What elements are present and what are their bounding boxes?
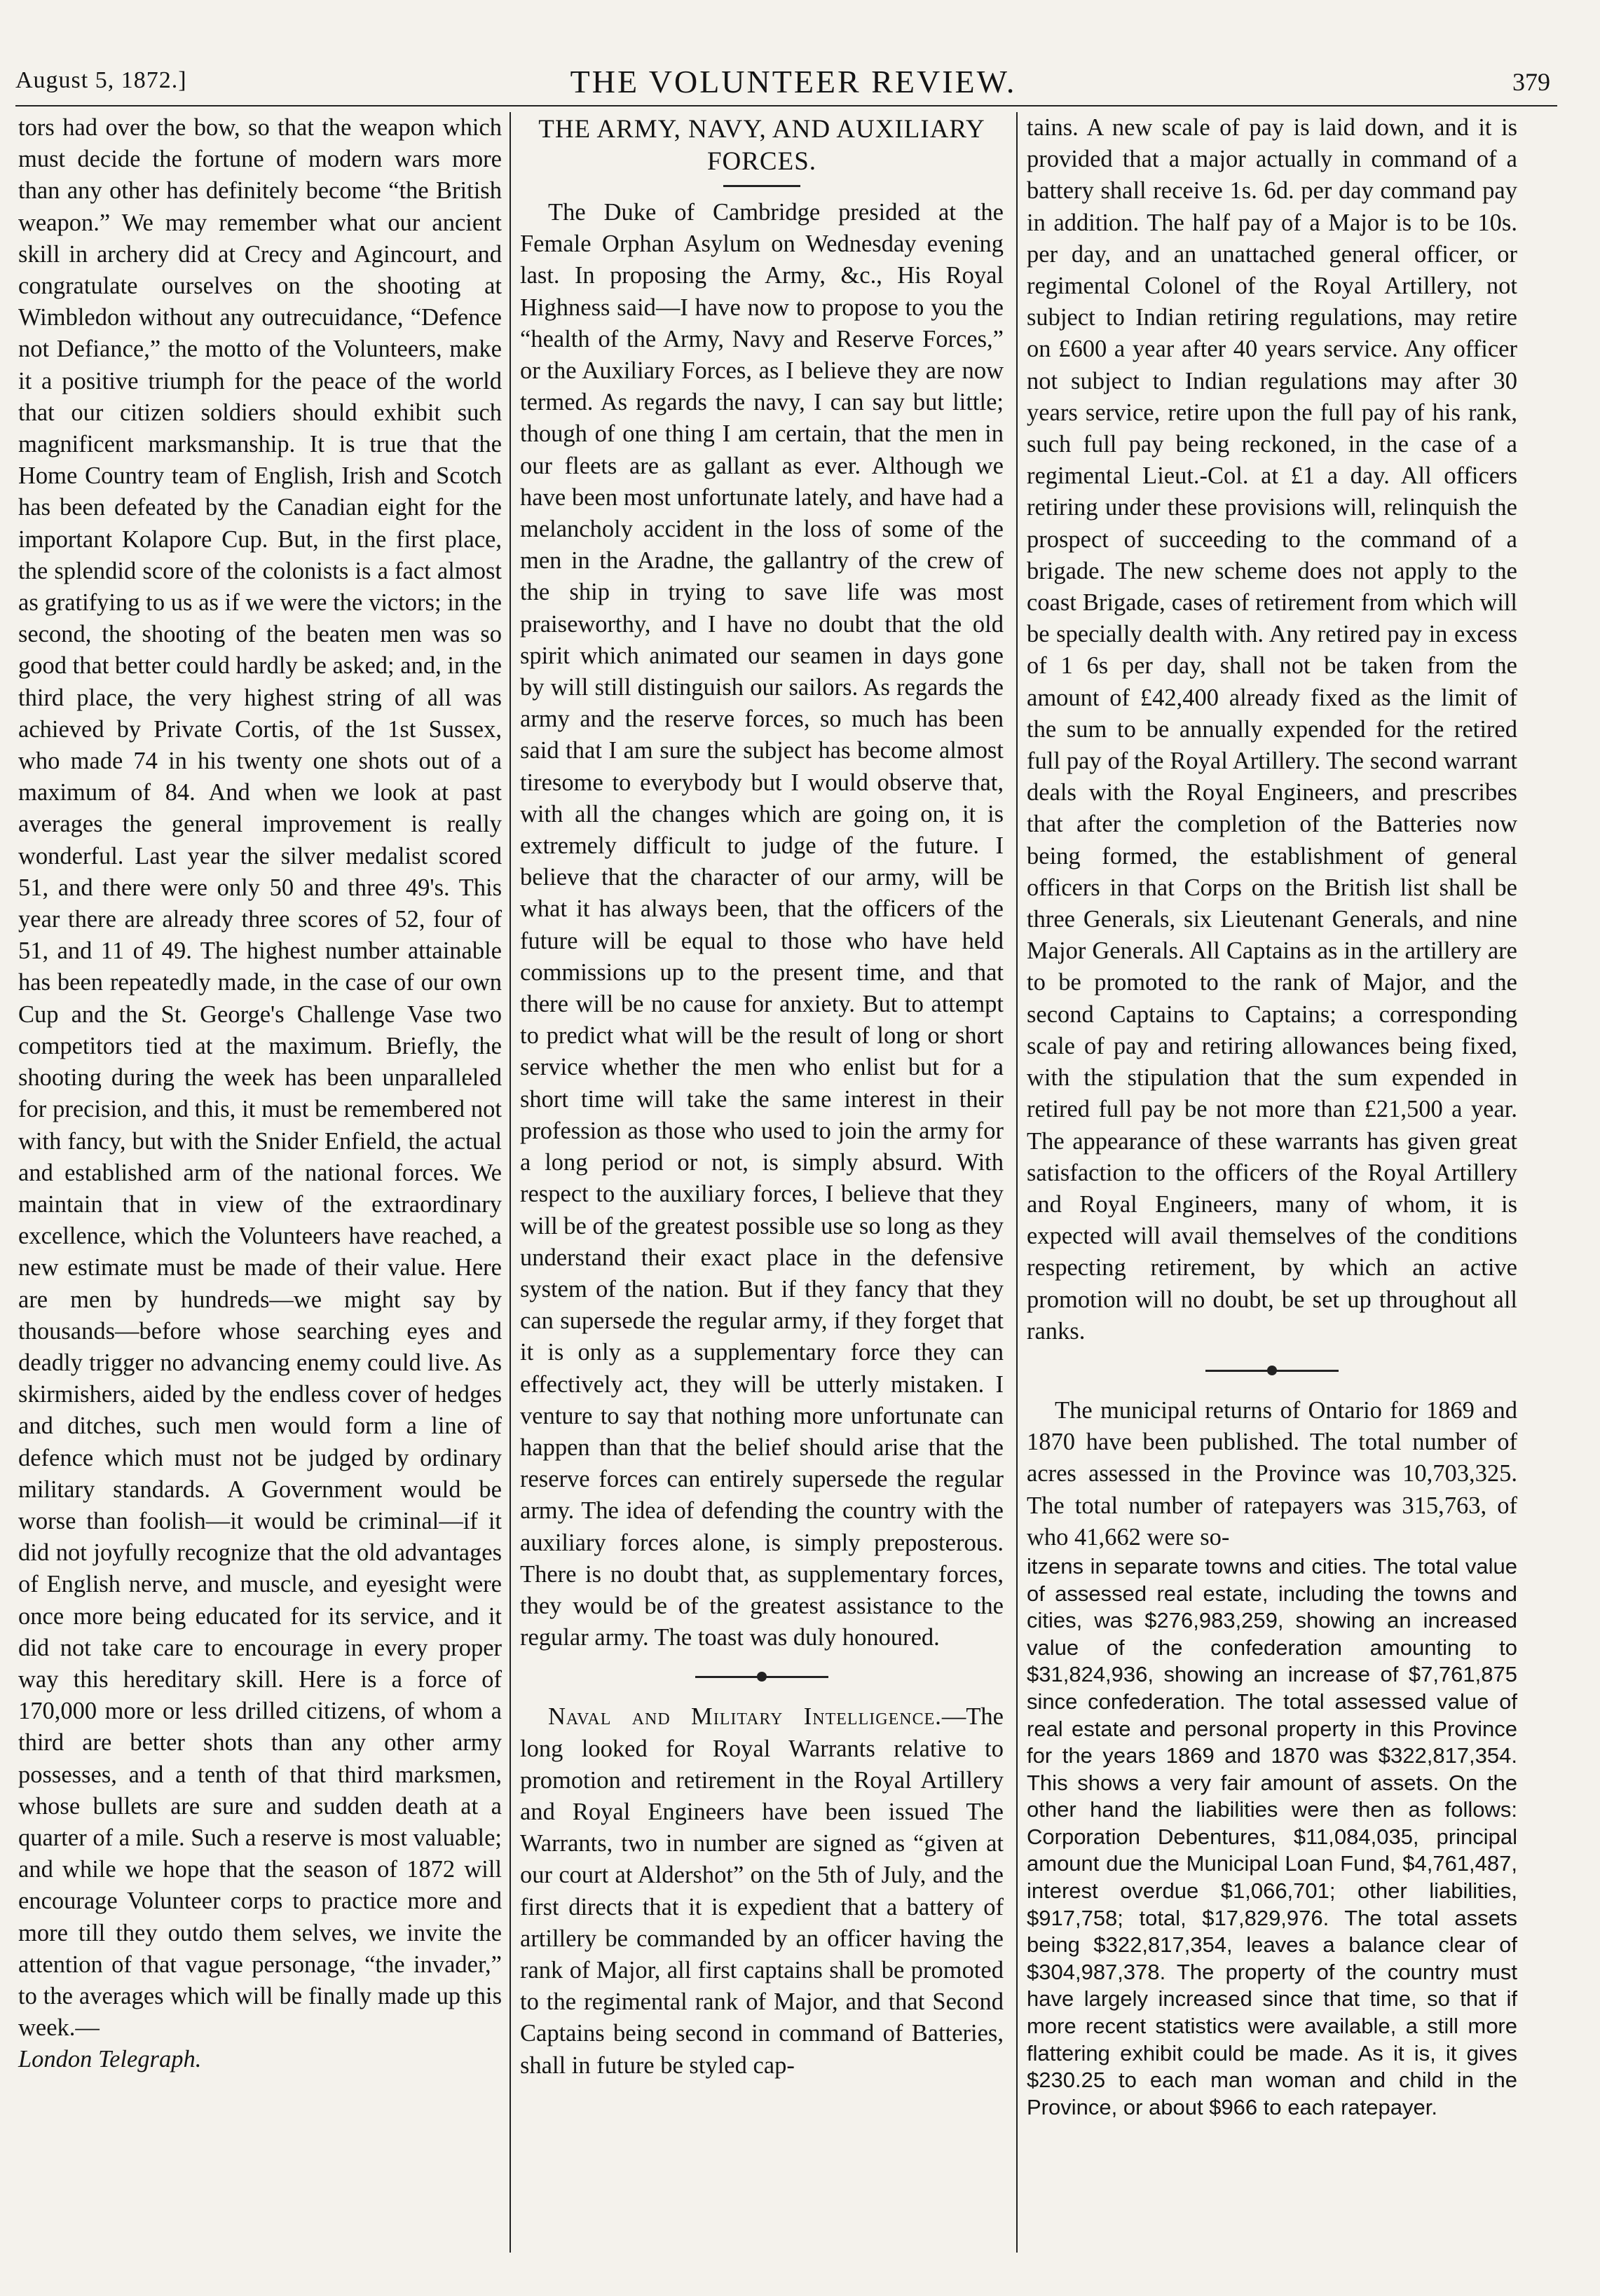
naval-text: —The long looked for Royal Warrants relative to promotion and retirement in the Royal Artillery and Royal Engineers have been issued The Warrants, two in number are signed as “given at our court at Aldershot” on the 5th of July, and the first directs that it is expedient that a battery of artillery be commanded by an officer having the rank of Major, all first captains shall be promoted to the regimental rank of Major, and that Second Captains being second in command of Batteries, shall in future be styled cap- xyxy=(520,1703,1004,2079)
column-2 xyxy=(520,112,1004,2256)
naval-heading: Naval and Military Intelligence. xyxy=(548,1703,942,1731)
page-number: 379 xyxy=(1512,68,1550,96)
column-3 xyxy=(1027,112,1517,2256)
section-divider xyxy=(520,1668,1004,1686)
column-divider xyxy=(1016,112,1018,2253)
army-article: The Duke of Cambridge presided at the Female Orphan Asylum on Wednesday evening last. In proposing the Army, &c., His Royal Highness said—I have now to propose to you the “health of the Army, Navy and Reserve Forces,” or the Auxiliary Forces, as I believe they are now termed. As regards the navy, I can say but little; though of one thing I am certain, that the men in our fleets are as gallant as ever. Although we have been most unfortunate lately, and have had a melancholy accident in the loss of some of the men in the Aradne, the gallantry of the crew of the ship in trying to save life was most praiseworthy, and I have no doubt that the old spirit which animated our seamen in days gone by will still distinguish our sailors. As regards the army and the reserve forces, so much has been said that I am sure the subject has become almost tiresome to everybody but I would observe that, with all the changes which are going on, it is extremely difficult to judge of the future. I believe that the character of our army, will be what it has always been, that the officers of the future will be equal to those who have held commissions up to the present time, and that there will be no cause for anxiety. But to attempt to predict what will be the result of long or short service whether the men who enlist but for a short time will take the same interest in their profession as those who used to join the army for a long period or not, is simply absurd. With respect to the auxiliary forces, I believe that they will be of the greatest possible use so long as they understand their exact place in the defensive system of the nation. But if they fancy that they can supersede the regular army, if they forget that it is only as a supplementary force they can effectively act, they will be utterly mistaken. I venture to say that nothing more unfortunate can happen than that the belief should arise that the reserve forces can entirely supersede the regular army. The idea of defending the country with the auxiliary forces alone, is simply preposterous. There is no doubt that, as supplementary forces, they would be of the greatest assistance to the regular army. The toast was duly honoured. xyxy=(520,199,1004,1651)
header-rule xyxy=(15,105,1557,106)
title-rule xyxy=(723,185,800,187)
column-1 xyxy=(18,112,502,2256)
naval-military-intelligence xyxy=(520,1701,1004,2081)
page-header xyxy=(15,64,1571,102)
article-source: London Telegraph. xyxy=(18,2046,202,2073)
article-continuation: tors had over the bow, so that the weapon which must decide the fortune of modern wars more than any other has definitely become “the British weapon.” We may remember what our ancient skill in archery did at Crecy and Agincourt, and congratulate ourselves on the shooting at Wimbledon without any outrecuidance, “Defence not Defiance,” the motto of the Volunteers, make it a positive triumph for the peace of the world that our citizen soldiers should exhibit such magnificent marksmanship. It is true that the Home Country team of English, Irish and Scotch has been defeated by the Canadian eight for the important Kolapore Cup. But, in the first place, the splendid score of the colonists is a fact almost as gratifying to us as if we were the victors; in the second, the shooting of the beaten men was so good that better could hardly be asked; and, in the third place, the very highest string of all was achieved by Private Cortis, of the 1st Sussex, who made 74 in his twenty one shots out of a maximum of 84. And when we look at past averages the general improvement is really wonderful. Last year the silver medalist scored 51, and there were only 50 and three 49's. This year there are already three scores of 52, four of 51, and 11 of 49. The highest number attainable has been repeatedly made, in the case of our own Cup and the St. George's Challenge Vase two competitors tied at the maximum. Briefly, the shooting during the week has been unparalleled for precision, and this, it must be remembered not with fancy, but with the Snider Enfield, the actual and established arm of the national forces. We maintain that in view of the extraordinary excellence, which the Volunteers have reached, a new estimate must be made of their value. Here are men by hundreds—we might say by thousands—before whose searching eyes and deadly trigger no advancing enemy could live. As skirmishers, aided by the endless cover of hedges and ditches, such men would form a line of defence which must not be judged by ordinary military standards. A Government would be worse than foolish—it would be criminal—if it did not joyfully recognize that the old advantages of English nerve, and muscle, and eyesight were once more being educated for its service, and it did not take care to encourage in every proper way this hereditary skill. Here is a force of 170,000 more or less drilled citizens, of whom a third are better shots than any other army possesses, and a tenth of that third marksmen, whose bullets are sure and sudden death at a quarter of a mile. Such a reserve is most valuable; and while we hope that the season of 1872 will encourage Volunteer corps to practice more and more till they outdo them selves, we invite the attention of that vague personage, “the invader,” to the averages which will be finally made up this week.— xyxy=(18,114,502,2042)
publication-title: THE VOLUNTEER REVIEW. xyxy=(570,64,1017,99)
section-title: THE ARMY, NAVY, AND AUXILIARY FORCES. xyxy=(538,115,985,176)
municipal-returns-figures: itzens in separate towns and cities. The total value of assessed real estate, including the towns and cities, was $276,983,259, showing an increased value of the confederation amounting to $31,824,936, showing an increase of $7,761,875 since confederation. The total assessed value of real estate and personal property in this Province for the years 1869 and 1870 was $322,817,354. This shows a very fair amount of assets. On the other hand the liabilities were then as follows: Corporation Debentures, $11,084,035, principal amount due the Municipal Loan Fund, $4,761,487, interest overdue $1,066,701; other liabilities, $917,758; total, $17,829,976. The total assets being $322,817,354, leaves a balance clear of $304,987,378. The property of the country must have largely increased since that time, so that if more recent statistics were available, a still more flattering exhibit could be made. As it is, it gives $230.25 to each man woman and child in the Province, or about $966 to each ratepayer. xyxy=(1027,1553,1517,2119)
municipal-returns-intro: The municipal returns of Ontario for 1869 and 1870 have been published. The total number of acres assessed in the Province was 10,703,325. The total number of ratepayers was 315,763, of who 41,662 were so- xyxy=(1027,1396,1517,1551)
warrants-continuation: tains. A new scale of pay is laid down, and it is provided that a major actually in command of a battery shall receive 1s. 6d. per day command pay in addition. The half pay of a Major is to be 10s. per day, and an unattached general officer, or regimental Colonel of the Royal Artillery, not subject to Indian retiring regulations, may retire on £600 a year after 40 years service. Any officer not subject to Indian regulations may after 30 years service, retire upon the full pay of his rank, such full pay being reckoned, in the case of a regimental Lieut.-Col. at £1 a day. All officers retiring under these provisions will, relinquish the prospect of succeeding to the command of a brigade. The new scheme does not apply to the coast Brigade, cases of retirement from which will be specially dealth with. Any retired pay in excess of 1 6s per day, shall not be taken from the amount of £42,400 already fixed as the limit of the sum to be annually expended for the retired full pay of the Royal Artillery. The second warrant deals with the Royal Engineers, and prescribes that after the completion of the Batteries now being formed, the establishment of general officers in that Corps on the British list shall be three Generals, six Lieutenant Generals, and nine Major Generals. All Captains as in the artillery are to be promoted to the rank of Major, and the second Captains to Captains; a corresponding scale of pay and retiring allowances being fixed, with the stipulation that the sum expended in retired full pay be not more than £21,500 a year. The appearance of these warrants has given great satisfaction to the officers of the Royal Artillery and Royal Engineers, many of whom, it is expected will avail themselves of the conditions respecting retirement, by which an active promotion will no doubt, be set up throughout all ranks. xyxy=(1027,114,1517,1345)
section-divider xyxy=(1027,1361,1517,1380)
issue-date: August 5, 1872.] xyxy=(15,67,187,93)
column-divider xyxy=(510,112,511,2253)
